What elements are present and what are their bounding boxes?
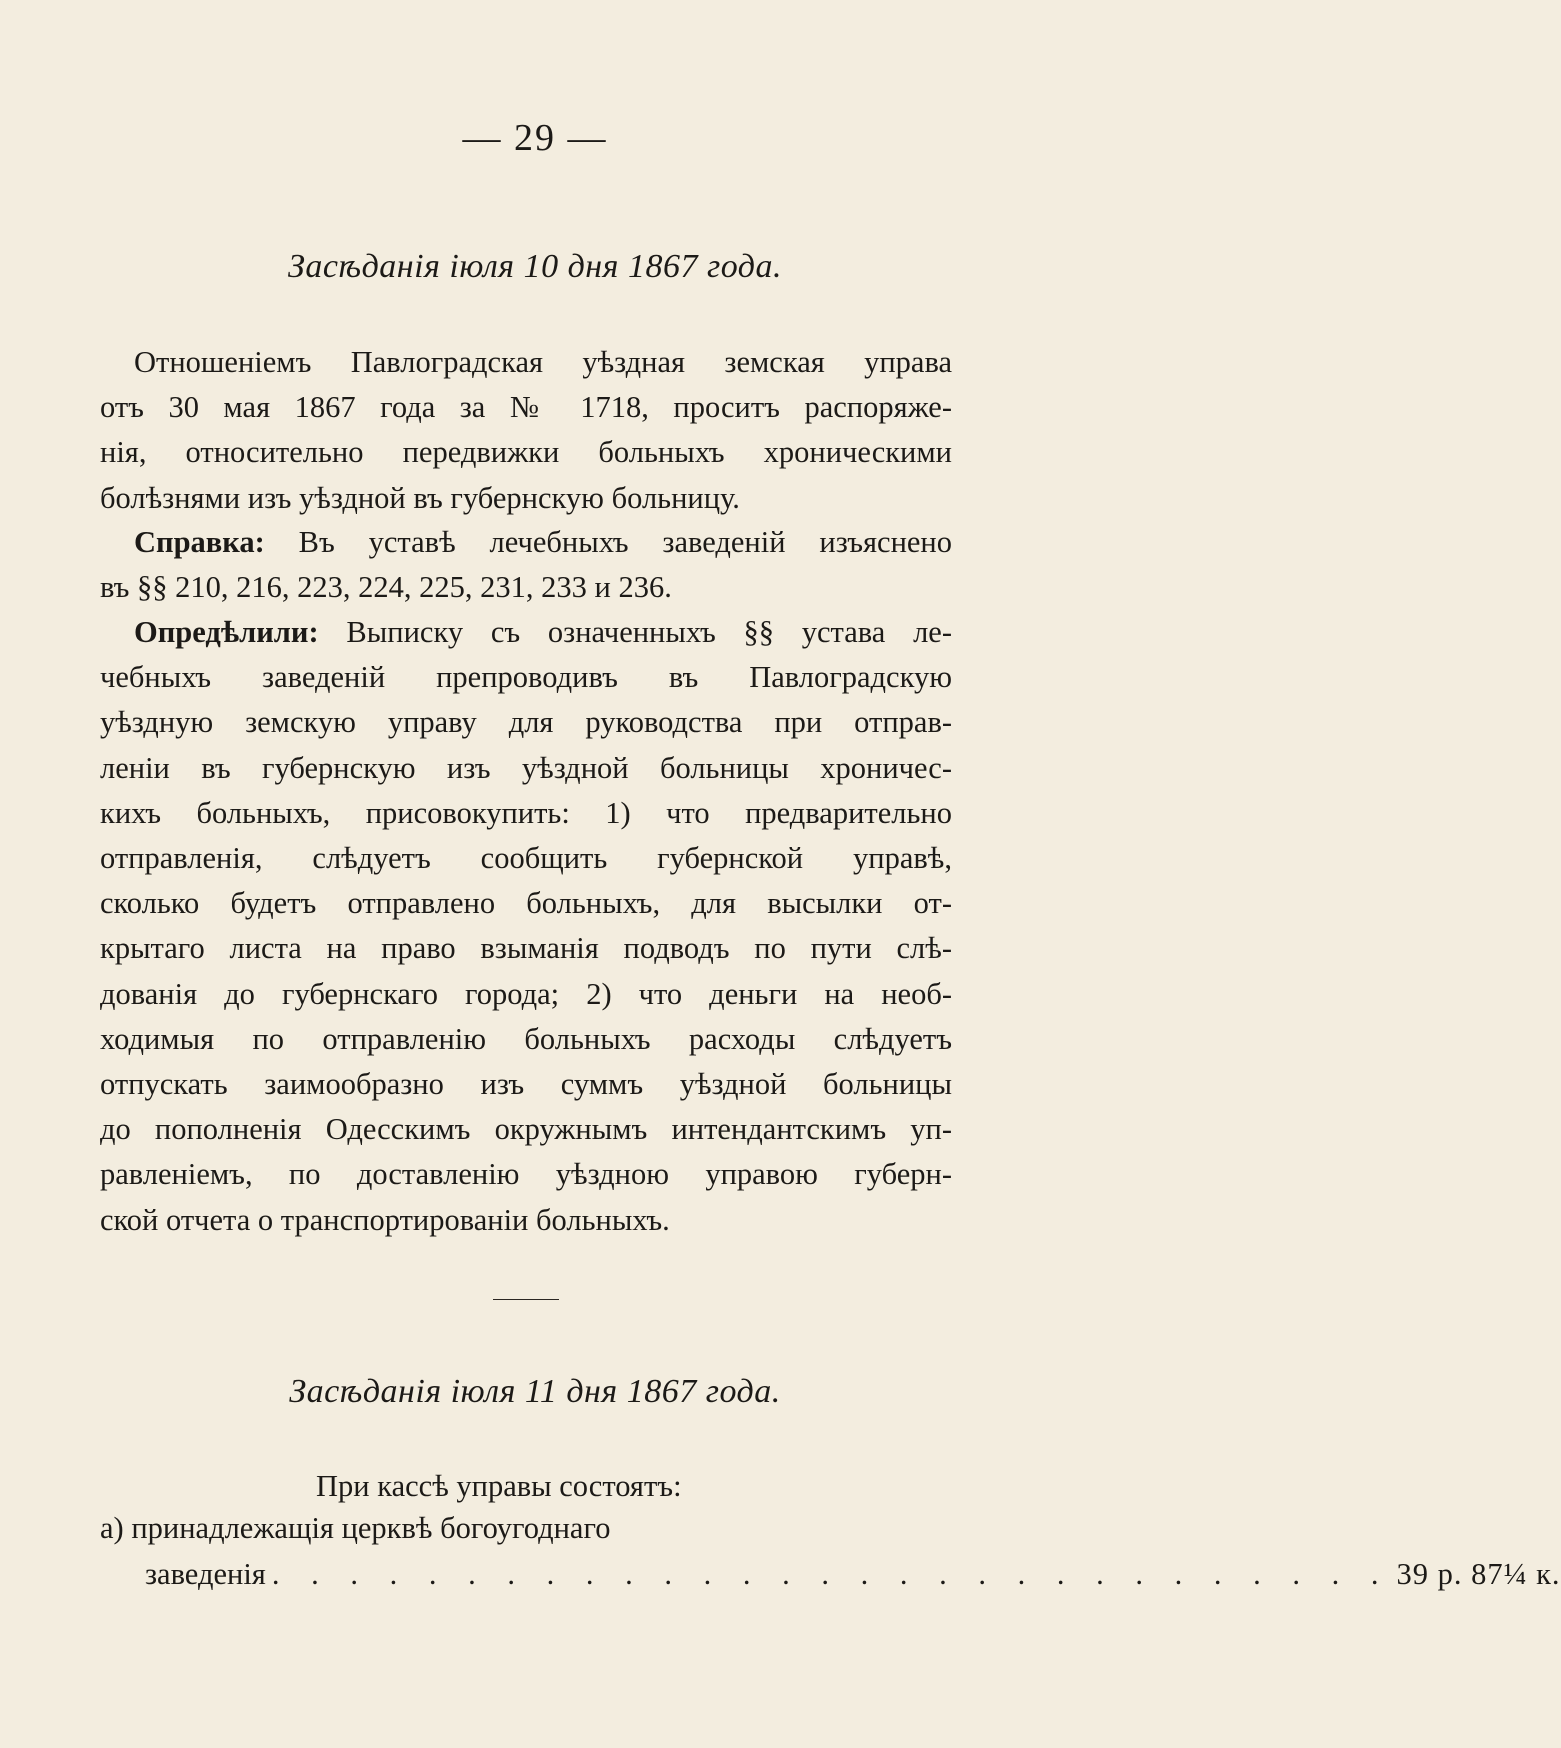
text-line: ходимыя по отправленію больныхъ расходы слѣдуетъ	[100, 1021, 952, 1056]
text-line: кихъ больныхъ, присовокупить: 1) что предварительно	[100, 795, 952, 830]
text-line: отъ 30 мая 1867 года за № 1718, проситъ распоряже-	[100, 390, 952, 425]
text-line: уѣздную земскую управу для руководства при отправ-	[100, 705, 952, 740]
text-line: леніи въ губернскую изъ уѣздной больницы хроничес-	[100, 750, 952, 785]
leader-dots: . . . . . . . . . . . . . . . . . . . . . . . . . . . . .	[271, 1557, 1391, 1591]
text-line	[100, 610, 952, 655]
text-line: болѣзнями изъ уѣздной въ губернскую больницу.	[100, 480, 740, 515]
reference-label: Справка:	[134, 525, 265, 559]
text-line: ской отчета о транспортированіи больныхъ.	[100, 1202, 670, 1237]
session-heading-july-11: Засѣданія іюля 11 дня 1867 года.	[289, 1373, 781, 1410]
cash-item-a: а) принадлежащія церквѣ богоугоднаго	[100, 1511, 611, 1545]
text-line	[100, 520, 952, 565]
text-line: нія, относительно передвижки больныхъ хроническими	[100, 435, 952, 470]
cash-item-a-amount-line	[145, 1552, 1561, 1597]
paragraph-relation	[100, 340, 952, 521]
text-line: сколько будетъ отправлено больныхъ, для высылки от-	[100, 886, 952, 921]
text-line: чебныхъ заведеній препроводивъ въ Павлоградскую	[100, 660, 952, 695]
session-heading-july-10: Засѣданія іюля 10 дня 1867 года.	[287, 248, 782, 285]
text-line: Отношеніемъ Павлоградская уѣздная земская управа	[134, 345, 952, 379]
section-divider	[493, 1299, 559, 1300]
text-line: отправленія, слѣдуетъ сообщить губернской управѣ,	[100, 841, 952, 876]
text-line: въ §§ 210, 216, 223, 224, 225, 231, 233 и 236.	[100, 570, 672, 605]
decision-label: Опредѣлили:	[134, 615, 319, 649]
cash-item-a-amount: 39 р. 87¼ к.	[1396, 1557, 1561, 1591]
page-number: — 29 —	[462, 117, 608, 159]
text-line: до пополненія Одесскимъ окружнымъ интендантскимъ уп-	[100, 1112, 952, 1147]
text-line: крытаго листа на право взыманія подводъ по пути слѣ-	[100, 931, 952, 966]
text-line: равленіемъ, по доставленію уѣздною управою губерн-	[100, 1157, 952, 1192]
paragraph-decision	[100, 610, 952, 1243]
text-line: дованія до губернскаго города; 2) что деньги на необ-	[100, 976, 952, 1011]
cash-intro: При кассѣ управы состоятъ:	[316, 1469, 682, 1503]
text-line: отпускать заимообразно изъ суммъ уѣздной больницы	[100, 1067, 952, 1102]
reference-text: Въ уставѣ лечебныхъ заведеній изъяснено	[264, 525, 952, 559]
decision-text: Выписку съ означенныхъ §§ устава ле-	[318, 615, 952, 649]
paragraph-reference	[100, 520, 952, 610]
cash-item-a-continuation: заведенія	[145, 1557, 266, 1591]
